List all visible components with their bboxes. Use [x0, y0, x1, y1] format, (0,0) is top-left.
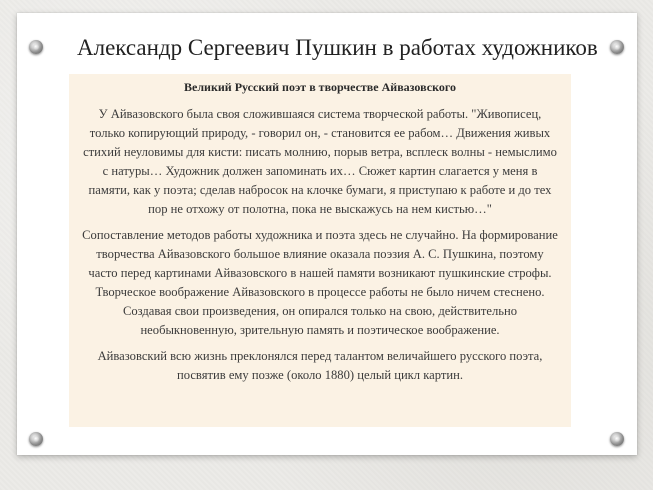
pushpin-icon: [610, 40, 624, 54]
slide-title: Александр Сергеевич Пушкин в работах художников: [77, 35, 598, 60]
pushpin-icon: [610, 432, 624, 446]
paragraph-aivazovsky-method: У Айвазовского была своя сложившаяся система творческой работы. "Живописец, только копирующий природу, - говорил он, - становится ее рабом… Движения живых стихий неуловимы для кисти: писать молнию, порыв ветра, всплеск волны - немыслимо с натуры… Художник должен запоминать их… Сюжет картин слагается у меня в памяти, как у поэта; сделав набросок на клочке бумаги, я приступаю к работе и до тех пор не отхожу от полотна, пока не выскажусь на нем кистью…": [83, 107, 557, 216]
pushpin-icon: [29, 40, 43, 54]
paragraph-painting-cycle: Айвазовский всю жизнь преклонялся перед талантом величайшего русского поэта, посвятив ему позже (около 1880) целый цикл картин.: [97, 349, 543, 382]
section-heading: Великий Русский поэт в творчестве Айвазовского: [183, 80, 456, 94]
content-box: [69, 74, 571, 427]
pushpin-icon: [29, 432, 43, 446]
paragraph-pushkin-influence: Сопоставление методов работы художника и поэта здесь не случайно. На формирование творчества Айвазовского большое влияние оказала поэзия А. С. Пушкина, поэтому часто перед картинами Айвазовского в нашей памяти возникают пушкинские строфы. Творческое воображение Айвазовского в процессе работы не было ничем стеснено. Создавая свои произведения, он опирался только на свою, действительно необыкновенную, зрительную память и поэтическое воображение.: [82, 228, 558, 337]
